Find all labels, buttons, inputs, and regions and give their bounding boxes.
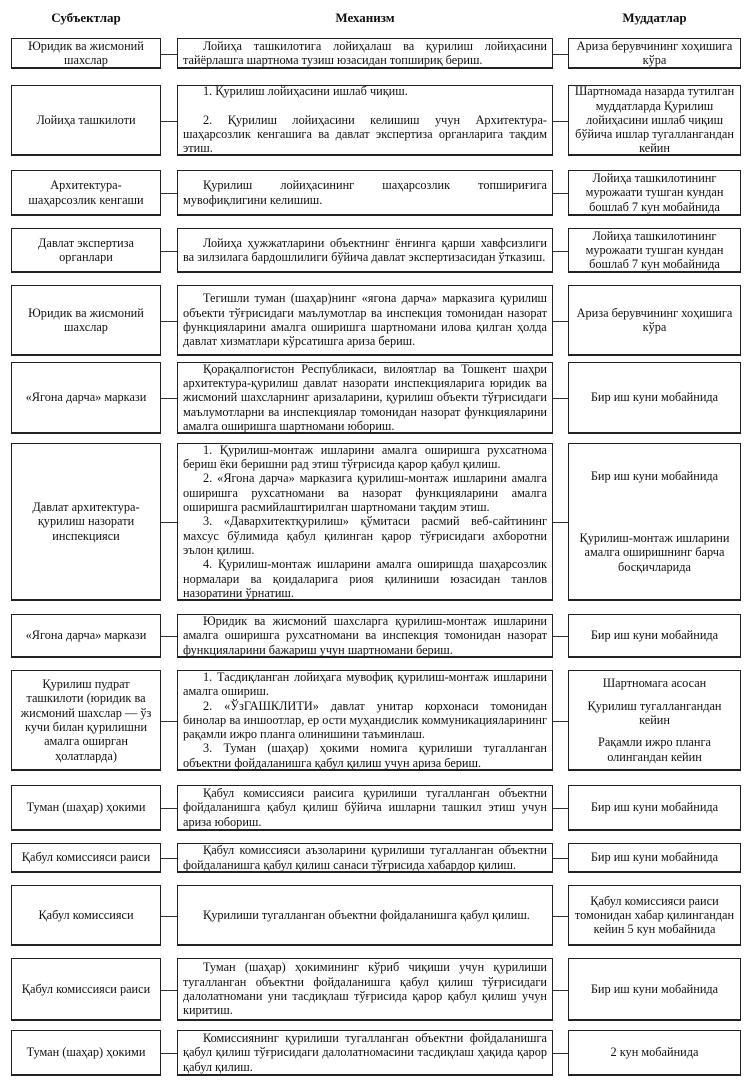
deadline-text: Шартномага асосан (602, 676, 707, 691)
deadline-text: Қурилиш-монтаж ишларини амалга оширишнинг барча босқичларида (579, 531, 730, 574)
subject-box (11, 170, 161, 216)
connector-subject-mechanism (161, 916, 177, 917)
mechanism-box (177, 1030, 553, 1076)
mechanism-box (177, 170, 553, 216)
mechanism-step: Қабул комиссияси аъзоларини қурилиши тугалланган объектни фойдаланишга қабул қилиш санаси тўғрисида хабардор қилиш. (183, 843, 547, 872)
deadline-text: Қабул комиссияси раиси томонидан хабар қилингандан кейин 5 кун мобайнида (574, 893, 735, 937)
connector-mechanism-deadline (553, 121, 568, 122)
subject-label: Давлат экспертиза органлари (38, 235, 134, 264)
deadline-box (568, 785, 741, 831)
mechanism-step: Тегишли туман (шаҳар)нинг «ягона дарча» марказига қурилиш объекти тўғрисидаги маълумотлар ва инспекция томонидан назорат функцияларини амалга оширишга шартномани илова қилган ҳолда давлат хизматлари кўрсатишга ариза бериш. (183, 291, 547, 349)
deadline-text: 2 кун мобайнида (610, 1045, 699, 1060)
deadline-text: Бир иш куни мобайнида (590, 468, 719, 483)
mechanism-box (177, 614, 553, 658)
subject-box (11, 85, 161, 156)
deadline-box (568, 843, 741, 873)
connector-mechanism-deadline (553, 916, 568, 917)
connector-mechanism-deadline (553, 398, 568, 399)
connector-mechanism-deadline (553, 251, 568, 252)
mechanism-box (177, 670, 553, 771)
mechanism-step: 3. «Давархитектқурилиш» қўмитаси расмий веб-сайтининг махсус бўлимида қабул қилинган қарор тўғрисидаги ахборотни эълон қилиш. (183, 514, 547, 557)
subject-label: Архитектура-шаҳарсозлик кенгаши (28, 178, 144, 207)
deadline-text: Ариза берувчининг хоҳишига кўра (576, 38, 733, 67)
subject-label: Туман (шаҳар) ҳокими (26, 1045, 146, 1060)
deadline-box (568, 443, 741, 601)
mechanism-step: 2. «ЎзГАШКЛИТИ» давлат унитар корхонаси томонидан бинолар ва иншоотлар, ер ости муҳандислик коммуникацияларининг рақамли ижро планга олинишини таъминлаш. (183, 698, 547, 742)
subject-box (11, 670, 161, 771)
connector-subject-mechanism (161, 321, 177, 322)
connector-subject-mechanism (161, 721, 177, 722)
subject-box (11, 38, 161, 69)
mechanism-step: Қурилиш лойиҳасининг шаҳарсозлик топшириғига мувофиқлигини келишиш. (183, 178, 547, 207)
connector-mechanism-deadline (553, 858, 568, 859)
mechanism-step: 2. «Ягона дарча» марказига қурилиш-монтаж ишларини амалга оширишга рухсатномани ва назорат функцияларини амалга оширишга расмийлаштирилган шартномани тақдим этиш. (183, 471, 547, 515)
connector-mechanism-deadline (553, 1053, 568, 1054)
subject-box (11, 285, 161, 356)
connector-mechanism-deadline (553, 321, 568, 322)
deadline-box (568, 958, 741, 1021)
deadline-box (568, 614, 741, 658)
deadline-box (568, 885, 741, 946)
subject-box (11, 443, 161, 601)
subject-box (11, 843, 161, 873)
deadline-text: Бир иш куни мобайнида (590, 390, 719, 405)
mechanism-box (177, 785, 553, 831)
subject-box (11, 785, 161, 831)
subject-box (11, 958, 161, 1021)
mechanism-step: Қурилиши тугалланган объектни фойдаланишга қабул қилиш. (203, 907, 530, 922)
mechanism-step: Қабул комиссияси раисига қурилиши тугалланган объектни фойдаланишга қабул қилиш бўйича ишларни ташкил этиш учун ариза юбориш. (183, 786, 547, 829)
deadline-text: Бир иш куни мобайнида (590, 800, 719, 815)
connector-mechanism-deadline (553, 54, 568, 55)
mechanism-step: 3. Туман (шаҳар) ҳокими номига қурилиши тугалланган объектни фойдаланишга қабул қилиш учун ариза бериш. (183, 741, 547, 770)
deadline-text: Бир иш куни мобайнида (590, 981, 719, 996)
connector-subject-mechanism (161, 990, 177, 991)
connector-subject-mechanism (161, 858, 177, 859)
deadline-text: Бир иш куни мобайнида (590, 628, 719, 643)
mechanism-box (177, 38, 553, 69)
deadline-box (568, 228, 741, 273)
mechanism-step: Лойиҳа ташкилотига лойиҳалаш ва қурилиш лойиҳасини тайёрлашга шартнома тузиш юзасидан топшириқ бериш. (183, 38, 547, 67)
mechanism-box (177, 362, 553, 434)
subject-label: Туман (шаҳар) ҳокими (26, 800, 146, 815)
deadline-box (568, 170, 741, 216)
connector-mechanism-deadline (553, 721, 568, 722)
subject-box (11, 885, 161, 946)
mechanism-box (177, 285, 553, 356)
subject-box (11, 228, 161, 273)
connector-mechanism-deadline (553, 808, 568, 809)
connector-mechanism-deadline (553, 522, 568, 523)
connector-subject-mechanism (161, 398, 177, 399)
mechanism-step: 1. Тасдиқланган лойиҳага мувофиқ қурилиш-монтаж ишларини амалга ошириш. (183, 669, 547, 699)
subject-box (11, 1030, 161, 1076)
deadline-text: Шартномада назарда тутилган муддатларда Қурилиш лойиҳасини ишлаб чиқиш бўйича ишлар тугаллангандан кейин (574, 84, 735, 156)
mechanism-step: Лойиҳа ҳужжатларини объектнинг ёнғинга қарши хавфсизлиги ва зилзилага бардошлилиги бўйича давлат экспертизасидан ўтказиш. (183, 235, 547, 264)
mechanism-box (177, 958, 553, 1021)
mechanism-step: Туман (шаҳар) ҳокимининг кўриб чиқиши учун қурилиши тугалланган объектни фойдаланишга қабул қилиш тўғрисидаги далолатномани уни тасдиқлаш тўғрисида қарор қабул қилиш учун киритиш. (183, 960, 547, 1018)
mechanism-step: Юридик ва жисмоний шахсларга қурилиш-монтаж ишларини амалга оширишга рухсатномани ва инспекция томонидан назорат функцияларини бажариш учун шартномани бериш. (183, 614, 547, 657)
mechanism-step: Комиссиянинг қурилиши тугалланган объектни фойдаланишга қабул қилиш тўғрисидаги далолатномасини тасдиқлаш ҳақида қарор қабул қилиш. (183, 1031, 547, 1074)
connector-subject-mechanism (161, 522, 177, 523)
deadline-box (568, 670, 741, 771)
subject-label: «Ягона дарча» маркази (25, 390, 147, 405)
subject-label: Юридик ва жисмоний шахслар (28, 305, 144, 334)
subject-label: Қабул комиссияси раиси (21, 850, 151, 865)
connector-subject-mechanism (161, 1053, 177, 1054)
deadline-text: Рақамли ижро планга олингандан кейин (597, 735, 711, 764)
header-subjects: Субъектлар (51, 10, 121, 25)
subject-label: Юридик ва жисмоний шахслар (28, 38, 144, 67)
mechanism-step: 4. Қурилиш-монтаж ишларини амалга оширишда шаҳарсозлик нормалари ва қоидаларига риоя қилиниши юзасидан танлов назоратини ўрнатиш. (183, 557, 547, 600)
mechanism-box (177, 228, 553, 273)
deadline-box (568, 1030, 741, 1076)
mechanism-step: 1. Қурилиш лойиҳасини ишлаб чиқиш. (203, 84, 408, 99)
deadline-text: Ариза берувчининг хоҳишига кўра (576, 305, 733, 334)
subject-box (11, 362, 161, 434)
mechanism-box (177, 885, 553, 946)
mechanism-box (177, 85, 553, 156)
header-deadlines: Муддатлар (622, 10, 687, 25)
subject-label: «Ягона дарча» маркази (25, 628, 147, 643)
deadline-text: Бир иш куни мобайнида (590, 850, 719, 865)
connector-subject-mechanism (161, 636, 177, 637)
deadline-text: Лойиҳа ташкилотининг мурожаати тушган кундан бошлаб 7 кун мобайнида (585, 171, 724, 214)
deadline-box (568, 285, 741, 356)
subject-label: Қурилиш пудрат ташкилоти (юридик ва жисмоний шахслар — ўз кучи билан қурилишни амалга оширган ҳолатларда) (20, 677, 152, 763)
subject-label: Қабул комиссияси (38, 907, 134, 922)
header-mechanism: Механизм (335, 10, 395, 25)
mechanism-step: 1. Қурилиш-монтаж ишларини амалга оширишга рухсатнома бериш ёки беришни рад этиш тўғрисида қарор қабул қилиш. (183, 442, 547, 472)
connector-subject-mechanism (161, 193, 177, 194)
connector-subject-mechanism (161, 808, 177, 809)
deadline-text: Қурилиш тугаллангандан кейин (587, 698, 722, 727)
deadline-box (568, 85, 741, 156)
subject-label: Қабул комиссияси раиси (21, 981, 151, 996)
connector-subject-mechanism (161, 54, 177, 55)
connector-mechanism-deadline (553, 193, 568, 194)
deadline-box (568, 38, 741, 69)
mechanism-step: Қорақалпоғистон Республикаси, вилоятлар ва Тошкент шаҳри архитектура-қурилиш давлат назорати инспекцияларига юридик ва жисмоний шахсларнинг аризаларини, қурилиш объекти тўғрисидаги маълумотларни ва инспекциялар томонидан назорат функцияларини амалга оширишга шартномани юбориш. (183, 361, 547, 433)
connector-subject-mechanism (161, 251, 177, 252)
mechanism-box (177, 443, 553, 601)
deadline-text: Лойиҳа ташкилотининг мурожаати тушган кундан бошлаб 7 кун мобайнида (585, 228, 724, 272)
mechanism-step: 2. Қурилиш лойиҳасини келишиш учун Архитектура-шаҳарсозлик кенгашига ва давлат экспертиза органларига тақдим этиш. (183, 112, 547, 156)
subject-label: Лойиҳа ташкилоти (36, 112, 136, 127)
connector-subject-mechanism (161, 121, 177, 122)
connector-mechanism-deadline (553, 990, 568, 991)
subject-label: Давлат архитектура-қурилиш назорати инспекцияси (32, 500, 140, 543)
mechanism-box (177, 843, 553, 873)
subject-box (11, 614, 161, 658)
connector-mechanism-deadline (553, 636, 568, 637)
deadline-box (568, 362, 741, 434)
